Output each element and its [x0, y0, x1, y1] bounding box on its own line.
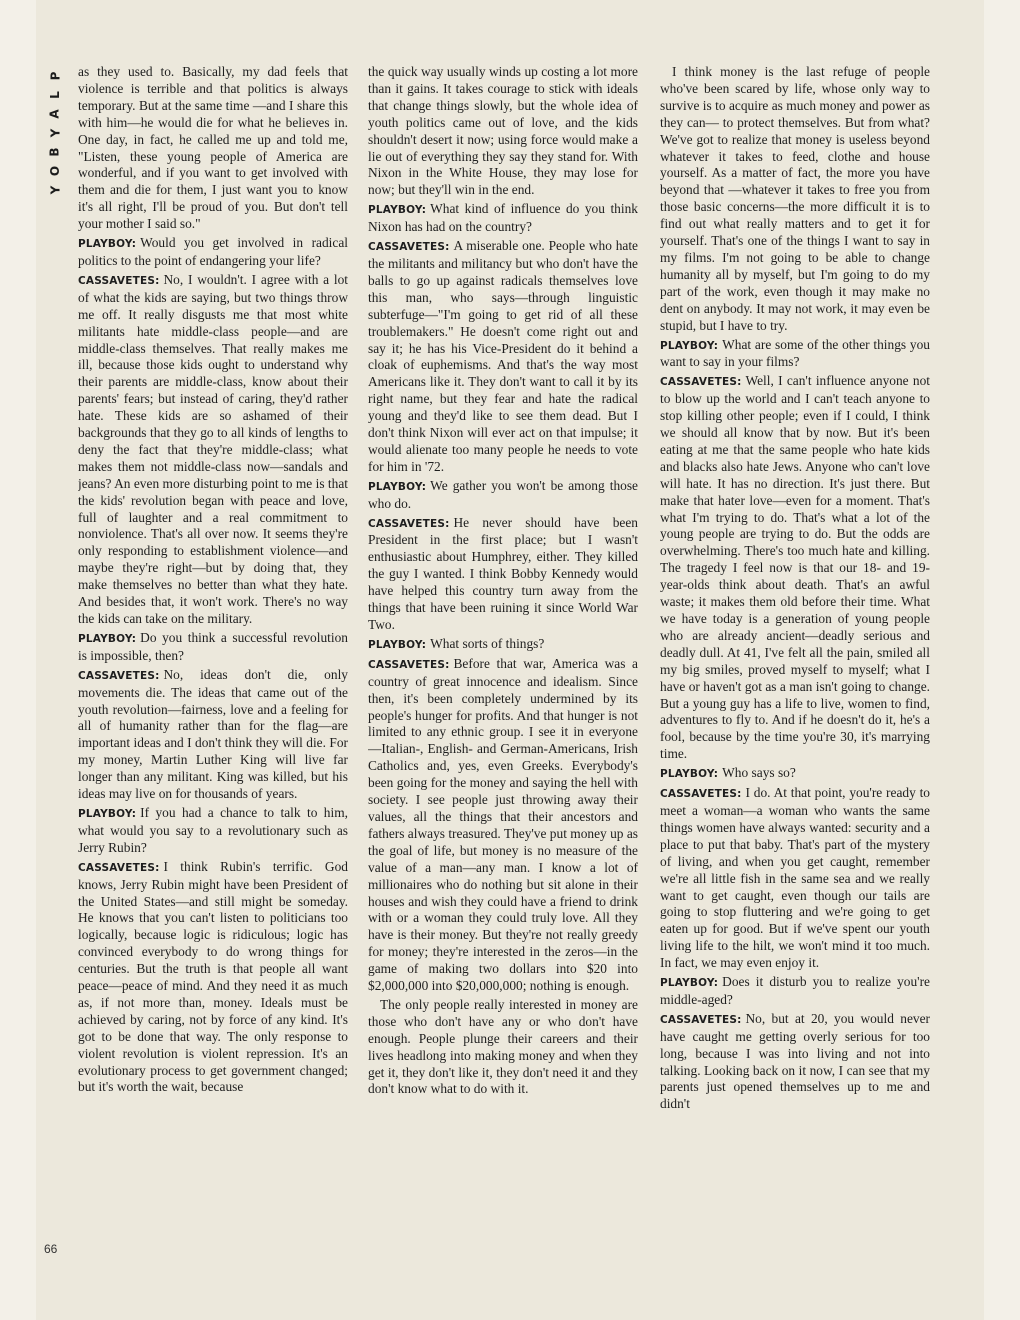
interview-paragraph [368, 997, 638, 1098]
interview-paragraph [660, 974, 930, 1009]
paragraph-text: I do. At that point, you're ready to meet a woman—a woman who wants the same things women have always wanted: security and a place to put that baby. That's part of the mystery of living, and when you get caught, remember we're all little fish in the same sea and we really want to get caught, even though our tails are going to stop fluttering and we're going to get eaten up for good. But if we've spent our youth living life to the hilt, we won't mind it too much. In fact, we may even enjoy it. [660, 785, 930, 971]
interview-paragraph [78, 667, 348, 803]
masthead-letter: Y [47, 185, 62, 195]
paragraph-text: No, I wouldn't. I agree with a lot of what the kids are saying, but two things throw me off. It really disgusts me that most white militants hate middle-class people—and are middle-class themselves. That really makes me ill, because those kids ought to understand why their parents are middle-class, know about their parents' fears; but instead of caring, they'd rather hate. These kids are so ashamed of their backgrounds that they go to all kinds of lengths to deny the fact that they're middle-class; what makes them not middle-class now—sandals and jeans? An even more disturbing point to me is that the kids' revolution began with peace and love, full of laughter and a real commitment to nonviolence. That's all over now. It seems they're only responding to establishment violence—and maybe they're right—but by doing that, they make themselves no better than what they hate. And besides that, it won't work. There's no way the kids can take on the military. [78, 271, 348, 626]
speaker-label: CASSAVETES: [78, 861, 160, 874]
text-column-3 [660, 64, 930, 1264]
speaker-label: PLAYBOY: [78, 632, 137, 645]
interview-paragraph [78, 272, 348, 628]
paragraph-text: If you had a chance to talk to him, what would you say to a revolutionary such as Jerry Rubin? [78, 804, 348, 855]
paragraph-text: A miserable one. People who hate the militants and militancy but who don't have the balls to go up against radicals themselves love this man, who says—through linguistic subterfuge—"I'm going to get rid of all these troublemakers." He doesn't come right out and say it; he has his Vice-President do it behind a cloak of euphemisms. And that's the way most Americans like it. They don't want to call it by its right name, but they fear and hate the radical young and they'd like to see them dead. But I don't think Nixon will ever act on that impulse; it would alienate too many people he needs to vote for him in '72. [368, 238, 638, 474]
paragraph-text: Who says so? [722, 765, 796, 781]
speaker-label: CASSAVETES: [368, 241, 450, 254]
masthead-letter: P [47, 71, 62, 81]
speaker-label: CASSAVETES: [660, 376, 742, 389]
paragraph-text: the quick way usually winds up costing a lot more than it gains. It takes courage to stick with ideals that change things slowly, but the whole idea of youth politics came out of love, and the kids shouldn't desert it now; using force would make a lie out of everything they say they stand for. With Nixon in the White House, they may lose for now; but they'll win in the end. [368, 64, 638, 198]
speaker-label: PLAYBOY: [78, 807, 137, 820]
interview-paragraph [368, 515, 638, 634]
masthead-letter: L [48, 91, 62, 99]
paragraph-text: The only people really interested in money are those who don't have any or who don't have enough. People plunge their careers and their lives headlong into making money and when they get it, they don't like it, they don't need it and they don't know what to do with it. [368, 996, 638, 1097]
speaker-label: PLAYBOY: [368, 480, 427, 493]
speaker-label: PLAYBOY: [368, 638, 427, 651]
speaker-label: PLAYBOY: [660, 977, 719, 990]
interview-paragraph [368, 238, 638, 476]
paragraph-text: He never should have been President in the first place; but I wasn't enthusiastic about Humphrey, either. They killed the guy I wanted. I think Bobby Kennedy would have helped this country turn away from the things that have been ruining it since World War Two. [368, 514, 638, 632]
masthead-letter: A [47, 109, 62, 119]
interview-paragraph [368, 64, 638, 199]
paragraph-text: Would you get involved in radical politics to the point of endangering your life? [78, 235, 348, 268]
speaker-label: PLAYBOY: [660, 768, 719, 781]
interview-paragraph [368, 201, 638, 236]
paragraph-text: Do you think a successful revolution is impossible, then? [78, 629, 348, 663]
interview-paragraph [78, 235, 348, 270]
speaker-label: CASSAVETES: [78, 274, 160, 287]
paragraph-text: What are some of the other things you want to say in your films? [660, 336, 930, 370]
speaker-label: CASSAVETES: [368, 658, 450, 671]
masthead-letter: B [48, 147, 62, 157]
interview-paragraph [660, 337, 930, 372]
speaker-label: CASSAVETES: [660, 1013, 742, 1026]
paragraph-text: We gather you won't be among those who do. [368, 477, 638, 511]
interview-paragraph [368, 656, 638, 995]
interview-paragraph [78, 630, 348, 665]
interview-paragraph [660, 64, 930, 335]
paragraph-text: I think money is the last refuge of people who've been scared by life, whose only way to survive is to acquire as much money and power as they can— to protect themselves. But from what? We've got to realize that money is useless beyond whatever it takes to feed, clothe and house yourself. As a matter of fact, the more you have beyond that —whatever it takes to free you from those basic concerns—the more difficult it is to find out what really matters and to get it for yourself. That's one of the things I want to say in my films. I'm not going to be able to change humanity all by myself, but I'm going to do my part of the work, even though it may make no dent on anybody. It may not work, it may even be stupid, but I have to try. [660, 64, 930, 333]
speaker-label: PLAYBOY: [368, 204, 427, 217]
interview-paragraph [660, 373, 930, 763]
masthead-letter: Y [47, 128, 62, 138]
interview-paragraph [660, 765, 930, 783]
playboy-masthead [46, 70, 64, 196]
interview-paragraph [660, 1011, 930, 1113]
paragraph-text: Does it disturb you to realize you're middle-aged? [660, 974, 930, 1007]
interview-paragraph [78, 64, 348, 233]
speaker-label: CASSAVETES: [368, 517, 450, 530]
speaker-label: CASSAVETES: [78, 669, 160, 682]
paragraph-text: Well, I can't influence anyone not to blow up the world and I can't teach anyone to stop killing other people; even if I could, I think we should all know that by now. But it's been eating at me that the same people who hate kids and blacks also hate Jews. Anyone who can't love will hate. It has no direction. It's just there. But make that hater love—even for a moment. That's what I'm trying to do. That's what a lot of the young people are trying to do. But the odds are overwhelming. There's too much hate and killing. The tragedy I feel now is that our 18- and 19-year-olds think about death. That's an awful waste; it makes them old before their time. What we have today is a generation of young people who are already ancient—deadly serious and deadly dull. At 41, I've felt all the pain, smiled all my big smiles, proved myself to myself; what I have or haven't got as a man isn't going to change. But a young guy has a life to live, women to find, adventures to fly to. And if he doesn't do it, he's a fool, because by the time you're 30, it's marrying time. [660, 373, 930, 762]
interview-paragraph [368, 636, 638, 654]
masthead-letter: O [47, 165, 62, 177]
speaker-label: CASSAVETES: [660, 788, 742, 801]
paragraph-text: No, ideas don't die, only movements die. The ideas that came out of the youth revolution—fairness, love and a feeling for all of humanity rather than for the flag—are important ideas and I don't think they will die. For my money, Martin Luther King will live far longer than any militant. King was killed, but his ideas may live on for thousands of years. [78, 666, 348, 802]
interview-paragraph [660, 785, 930, 972]
paragraph-text: as they used to. Basically, my dad feels that violence is terrible and that politics is always temporary. But at the same time —and I share this with him—he would die for what he believes in. One day, in fact, he called me up and told me, "Listen, these young people of America are wonderful, and if you want to get involved with them and die for them, I just want you to know it's all right, I'll be proud of you. But don't tell your mother I said so." [78, 64, 348, 232]
interview-paragraph [368, 478, 638, 513]
text-column-1 [78, 64, 348, 1264]
interview-paragraph [78, 859, 348, 1097]
paragraph-text: No, but at 20, you would never have caught me getting overly serious for too long, because I was into living and not into talking. Looking back on it now, I can see that my parents just opened themselves up to me and didn't [660, 1010, 930, 1112]
paragraph-text: I think Rubin's terrific. God knows, Jerry Rubin might have been President of the United States—and still might be someday. He knows that you can't listen to politicians too logically, because logic is ridiculous; logic has convinced everybody to do wrong things for centuries. But the truth is that people all want peace—peace of mind. And they need it as much as, if not more than, money. Ideals must be achieved by caring, not by force of any kind. It's got to be done that way. The only response to violent revolution is violent repression. It's an evolutionary process to get government changed; but it's worth the wait, because [78, 858, 348, 1095]
page-number: 66 [44, 1242, 58, 1256]
paragraph-text: Before that war, America was a country of great innocence and idealism. Since then, it's been completely undermined by its people's hunger for profits. And that hunger is not limited to any ethnic group. I see it in everyone —Italian-, English- and German-Americans, Irish Catholics and, yes, even Greeks. Everybody's been going for the money and saying the hell with society. I see people just throwing away their values, all the things that their ancestors and fathers always treasured. They've put money up as the goal of life, but money is no measure of the value of a man—any man. I know a lot of millionaires who do nothing but sit alone in their houses and wish they could have a friend to drink with or a woman they could truly love. All they have is their money. But they're not really greedy for money; they're interested in the zeros—in the game of making two dollars into $20 into $2,000,000 into $20,000,000; nothing is enough. [368, 655, 638, 994]
text-column-2 [368, 64, 638, 1264]
paragraph-text: What sorts of things? [430, 635, 545, 651]
interview-paragraph [78, 805, 348, 857]
paragraph-text: What kind of influence do you think Nixon has had on the country? [368, 201, 638, 235]
speaker-label: PLAYBOY: [78, 238, 137, 251]
speaker-label: PLAYBOY: [660, 339, 719, 352]
